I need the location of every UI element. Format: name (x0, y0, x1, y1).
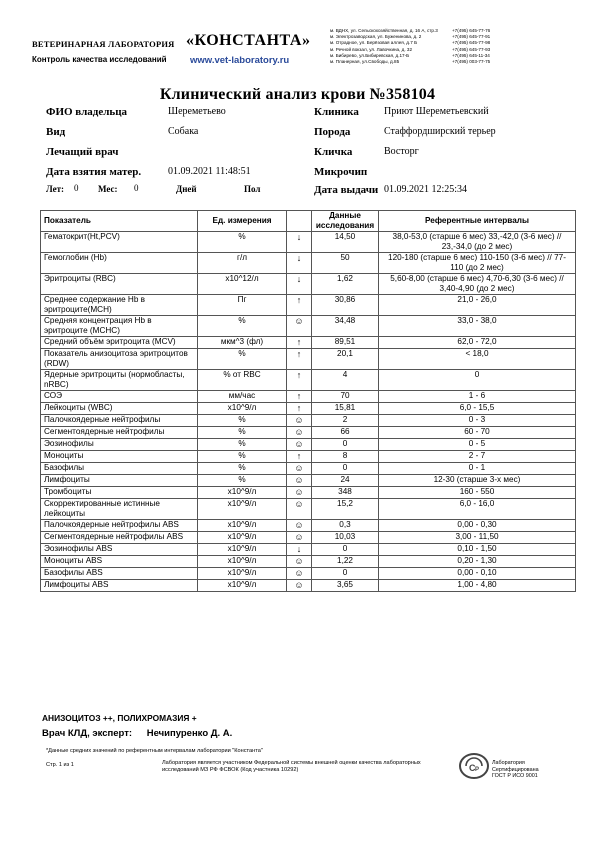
flag-cell (287, 532, 312, 544)
reference-range: 3,00 - 11,50 (379, 532, 576, 544)
parameter-name: Лейкоциты (WBC) (41, 403, 198, 415)
parameter-name: СОЭ (41, 391, 198, 403)
flag-cell (287, 520, 312, 532)
value: 0,3 (312, 520, 379, 532)
flag-cell (287, 439, 312, 451)
flag-cell (287, 232, 312, 253)
species-value: Собака (168, 126, 199, 137)
issue-date-label: Дата выдачи (314, 184, 379, 196)
table-row (41, 556, 576, 568)
unit: x10^9/л (198, 520, 287, 532)
branch-address: м. Планерная, ул.Свободы, д.85 (330, 59, 400, 65)
parameter-name: Палочкоядерные нейтрофилы ABS (41, 520, 198, 532)
reference-range: 6,0 - 15,5 (379, 403, 576, 415)
doctor-name: Нечипуренко Д. А. (146, 728, 233, 739)
table-header-row (41, 211, 576, 232)
chip-label: Микрочип (314, 166, 368, 178)
parameter-name: Эозинофилы (41, 439, 198, 451)
table-row (41, 274, 576, 295)
unit: % (198, 415, 287, 427)
flag-cell (287, 556, 312, 568)
arrow-up-icon: ↑ (296, 403, 302, 413)
branch-phone: +7(495) 645-77-76 (452, 28, 491, 33)
reference-range: 0 - 3 (379, 415, 576, 427)
svg-text:C: C (469, 763, 476, 773)
certification-logo-icon (458, 752, 490, 785)
page-title: Клинический анализ крови №358104 (159, 86, 436, 103)
branch-address: м. Речной вокзал, ул. Лавочкина, д. 32 (330, 46, 412, 52)
unit: x10^9/л (198, 556, 287, 568)
parameter-name: Лимфоциты ABS (41, 580, 198, 592)
branch-phone: +7(495) 645-77-93 (452, 46, 491, 52)
parameter-name: Средний объём эритроцита (MCV) (41, 337, 198, 349)
age-months-value: 0 (134, 183, 139, 193)
flag-cell (287, 337, 312, 349)
reference-range: 1,00 - 4,80 (379, 580, 576, 592)
table-row (41, 253, 576, 274)
arrow-up-icon: ↑ (296, 451, 302, 461)
flag-cell (287, 568, 312, 580)
table-row (41, 487, 576, 499)
reference-range: 0 - 5 (379, 439, 576, 451)
unit: x10^9/л (198, 487, 287, 499)
federal-note: Лаборатория является участником Федеральной системы внешней оценки качества лабораторных исследований МЗ РФ ФСВОК (Код участника 10292) (162, 760, 421, 774)
value: 1,22 (312, 556, 379, 568)
unit: мм/час (198, 391, 287, 403)
flag-cell (287, 451, 312, 463)
nick-label: Кличка (314, 146, 353, 158)
parameter-name: Ядерные эритроциты (нормобласты, nRBC) (41, 370, 198, 391)
unit: x10^12/л (198, 274, 287, 295)
column-header-flag (287, 211, 312, 232)
cert-line: Сертифицирована (492, 766, 539, 773)
smiley-icon: ☺ (294, 475, 304, 485)
column-header-parameter: Показатель (41, 211, 198, 232)
arrow-down-icon: ↓ (296, 274, 302, 284)
table-row (41, 544, 576, 556)
branch-phone: +7(495) 645-11-34 (452, 52, 490, 58)
nick-value: Восторг (384, 146, 419, 157)
branch-address: м. ВДНХ, ул. Сельскохозяйственная, д. 16 А, стр.3 (330, 28, 438, 33)
smiley-icon: ☺ (294, 316, 304, 326)
value: 30,86 (312, 295, 379, 316)
age-years-label: Лет: (46, 184, 65, 194)
parameter-name: Сегментоядерные нейтрофилы (41, 427, 198, 439)
reference-range: 1 - 6 (379, 391, 576, 403)
sex-label: Пол (244, 184, 261, 194)
value: 15,2 (312, 499, 379, 520)
unit: % (198, 316, 287, 337)
sample-date-label: Дата взятия матер. (46, 166, 142, 178)
arrow-up-icon: ↑ (296, 349, 302, 359)
lab-website: www.vet-laboratory.ru (190, 55, 290, 66)
parameter-name: Гематокрит(Ht,PCV) (41, 232, 198, 253)
parameter-name: Тромбоциты (41, 487, 198, 499)
unit: % (198, 451, 287, 463)
table-row (41, 439, 576, 451)
smiley-icon: ☺ (294, 556, 304, 566)
flag-cell (287, 499, 312, 520)
value: 0 (312, 439, 379, 451)
table-row (41, 349, 576, 370)
issue-date-value: 01.09.2021 12:25:34 (384, 184, 468, 195)
table-row (41, 232, 576, 253)
value: 4 (312, 370, 379, 391)
flag-cell (287, 475, 312, 487)
reference-range: 0 - 1 (379, 463, 576, 475)
branch-address: м. Электрозаводская, ул. Буженинова, д. 2 (330, 34, 422, 40)
table-row (41, 295, 576, 316)
reference-range: < 18,0 (379, 349, 576, 370)
footnote: *Данные средних значений по референтным интервалам лаборатории "Константа" (46, 748, 263, 754)
branch-phone: +7(495) 003-77-75 (452, 59, 491, 65)
parameter-name: Средняя концентрация Hb в эритроците (MCHC) (41, 316, 198, 337)
table-row (41, 580, 576, 592)
unit: Пг (198, 295, 287, 316)
conclusion: АНИЗОЦИТОЗ ++, ПОЛИХРОМАЗИЯ + (42, 713, 197, 723)
reference-range: 0,00 - 0,30 (379, 520, 576, 532)
species-label: Вид (46, 126, 66, 138)
unit: x10^9/л (198, 403, 287, 415)
doctor-label: Врач КЛД, эксперт: (42, 728, 133, 739)
age-months-label: Мес: (98, 184, 118, 194)
flag-cell (287, 463, 312, 475)
value: 0 (312, 463, 379, 475)
table-row (41, 415, 576, 427)
branch-address: м. Бибирево, ул.Бибиревская, д.17-Б (330, 52, 410, 58)
reference-range: 0,20 - 1,30 (379, 556, 576, 568)
unit: x10^9/л (198, 532, 287, 544)
arrow-up-icon: ↑ (296, 370, 302, 380)
certification-text (492, 760, 572, 780)
unit: x10^9/л (198, 544, 287, 556)
table-row (41, 451, 576, 463)
arrow-up-icon: ↑ (296, 295, 302, 305)
clinic-label: Клиника (314, 106, 359, 118)
column-header-unit: Ед. измерения (198, 211, 287, 232)
owner-label: ФИО владельца (46, 106, 128, 118)
table-row (41, 427, 576, 439)
reference-range: 62,0 - 72,0 (379, 337, 576, 349)
branch-address: м. Отрадное, ул. Берёзовая аллея, д.7 Б (330, 40, 418, 46)
value: 89,51 (312, 337, 379, 349)
cert-line: ГОСТ Р ИСО 9001 (492, 773, 538, 780)
branch-phone: +7(495) 645-77-91 (452, 34, 491, 40)
days-label: Дней (176, 184, 197, 194)
reference-range: 5,60-8,00 (старше 6 мес) 4,70-6,30 (3-6 мес) // 3,40-4,90 (до 2 мес) (379, 274, 576, 295)
reference-range: 0,10 - 1,50 (379, 544, 576, 556)
value: 1,62 (312, 274, 379, 295)
reference-range: 2 - 7 (379, 451, 576, 463)
arrow-down-icon: ↓ (296, 232, 302, 242)
reference-range: 6,0 - 16,0 (379, 499, 576, 520)
value: 14,50 (312, 232, 379, 253)
breed-value: Стаффордширский терьер (384, 126, 496, 137)
reference-range: 21,0 - 26,0 (379, 295, 576, 316)
flag-cell (287, 349, 312, 370)
unit: мкм^3 (фл) (198, 337, 287, 349)
unit: x10^9/л (198, 499, 287, 520)
table-row (41, 568, 576, 580)
arrow-up-icon: ↑ (296, 337, 302, 347)
column-header-reference: Референтные интервалы (379, 211, 576, 232)
parameter-name: Гемоглобин (Hb) (41, 253, 198, 274)
table-row (41, 463, 576, 475)
unit: % (198, 463, 287, 475)
clinic-value: Приют Шереметьевский (384, 106, 489, 117)
value: 15,81 (312, 403, 379, 415)
lab-name: «КОНСТАНТА» (186, 32, 311, 49)
flag-cell (287, 274, 312, 295)
table-row (41, 316, 576, 337)
column-header-value: Данные исследования (312, 211, 379, 232)
smiley-icon: ☺ (294, 532, 304, 542)
sample-date-value: 01.09.2021 11:48:51 (168, 166, 251, 177)
table-row (41, 475, 576, 487)
arrow-up-icon: ↑ (296, 391, 302, 401)
flag-cell (287, 295, 312, 316)
branch-phone: +7(495) 645-77-98 (452, 40, 491, 46)
arrow-down-icon: ↓ (296, 253, 302, 263)
flag-cell (287, 427, 312, 439)
parameter-name: Моноциты ABS (41, 556, 198, 568)
value: 70 (312, 391, 379, 403)
value: 34,48 (312, 316, 379, 337)
breed-label: Порода (314, 126, 351, 138)
lab-kind: ВЕТЕРИНАРНАЯ ЛАБОРАТОРИЯ (32, 39, 175, 49)
reference-range: 60 - 70 (379, 427, 576, 439)
lab-subtitle: Контроль качества исследований (32, 55, 167, 64)
value: 50 (312, 253, 379, 274)
value: 24 (312, 475, 379, 487)
smiley-icon: ☺ (294, 487, 304, 497)
unit: x10^9/л (198, 580, 287, 592)
value: 0 (312, 544, 379, 556)
reference-range: 33,0 - 38,0 (379, 316, 576, 337)
cert-line: Лаборатория (492, 760, 525, 766)
unit: % (198, 232, 287, 253)
flag-cell (287, 316, 312, 337)
unit: г/л (198, 253, 287, 274)
parameter-name: Среднее содержание Hb в эритроците(MCH) (41, 295, 198, 316)
smiley-icon: ☺ (294, 427, 304, 437)
flag-cell (287, 253, 312, 274)
parameter-name: Показатель анизоцитоза эритроцитов (RDW) (41, 349, 198, 370)
value: 10,03 (312, 532, 379, 544)
parameter-name: Палочкоядерные нейтрофилы (41, 415, 198, 427)
results-table (40, 210, 576, 592)
table-row (41, 370, 576, 391)
smiley-icon: ☺ (294, 499, 304, 509)
owner-value: Шереметьево (168, 106, 226, 117)
parameter-name: Моноциты (41, 451, 198, 463)
reference-range: 120-180 (старше 6 мес) 110-150 (3-6 мес) // 77-110 (до 2 мес) (379, 253, 576, 274)
table-row (41, 532, 576, 544)
reference-range: 0,00 - 0,10 (379, 568, 576, 580)
flag-cell (287, 403, 312, 415)
parameter-name: Скорректированные истинные лейкоциты (41, 499, 198, 520)
doctor-signature (42, 728, 232, 739)
value: 348 (312, 487, 379, 499)
parameter-name: Эритроциты (RBC) (41, 274, 198, 295)
table-row (41, 403, 576, 415)
smiley-icon: ☺ (294, 520, 304, 530)
table-row (41, 337, 576, 349)
age-years-value: 0 (74, 183, 79, 193)
smiley-icon: ☺ (294, 463, 304, 473)
smiley-icon: ☺ (294, 415, 304, 425)
flag-cell (287, 391, 312, 403)
doctor-label: Лечащий врач (46, 146, 119, 158)
parameter-name: Базофилы (41, 463, 198, 475)
parameter-name: Лимфоциты (41, 475, 198, 487)
unit: % (198, 475, 287, 487)
svg-text:P: P (475, 767, 480, 773)
unit: % от RBC (198, 370, 287, 391)
smiley-icon: ☺ (294, 580, 304, 590)
branch-phones (452, 28, 542, 65)
value: 2 (312, 415, 379, 427)
table-row (41, 520, 576, 532)
unit: % (198, 349, 287, 370)
reference-range: 0 (379, 370, 576, 391)
reference-range: 38,0-53,0 (старше 6 мес) 33,-42,0 (3-6 мес) // 23,-34,0 (до 2 мес) (379, 232, 576, 253)
parameter-name: Сегментоядерные нейтрофилы ABS (41, 532, 198, 544)
arrow-down-icon: ↓ (296, 544, 302, 554)
unit: % (198, 427, 287, 439)
value: 20,1 (312, 349, 379, 370)
parameter-name: Эозинофилы ABS (41, 544, 198, 556)
flag-cell (287, 580, 312, 592)
reference-range: 160 - 550 (379, 487, 576, 499)
table-row (41, 499, 576, 520)
flag-cell (287, 370, 312, 391)
page-number: Стр. 1 из 1 (46, 762, 74, 768)
table-row (41, 391, 576, 403)
flag-cell (287, 544, 312, 556)
value: 0 (312, 568, 379, 580)
unit: % (198, 439, 287, 451)
value: 3,65 (312, 580, 379, 592)
value: 66 (312, 427, 379, 439)
smiley-icon: ☺ (294, 439, 304, 449)
parameter-name: Базофилы ABS (41, 568, 198, 580)
flag-cell (287, 487, 312, 499)
unit: x10^9/л (198, 568, 287, 580)
value: 8 (312, 451, 379, 463)
reference-range: 12-30 (старше 3-х мес) (379, 475, 576, 487)
flag-cell (287, 415, 312, 427)
smiley-icon: ☺ (294, 568, 304, 578)
